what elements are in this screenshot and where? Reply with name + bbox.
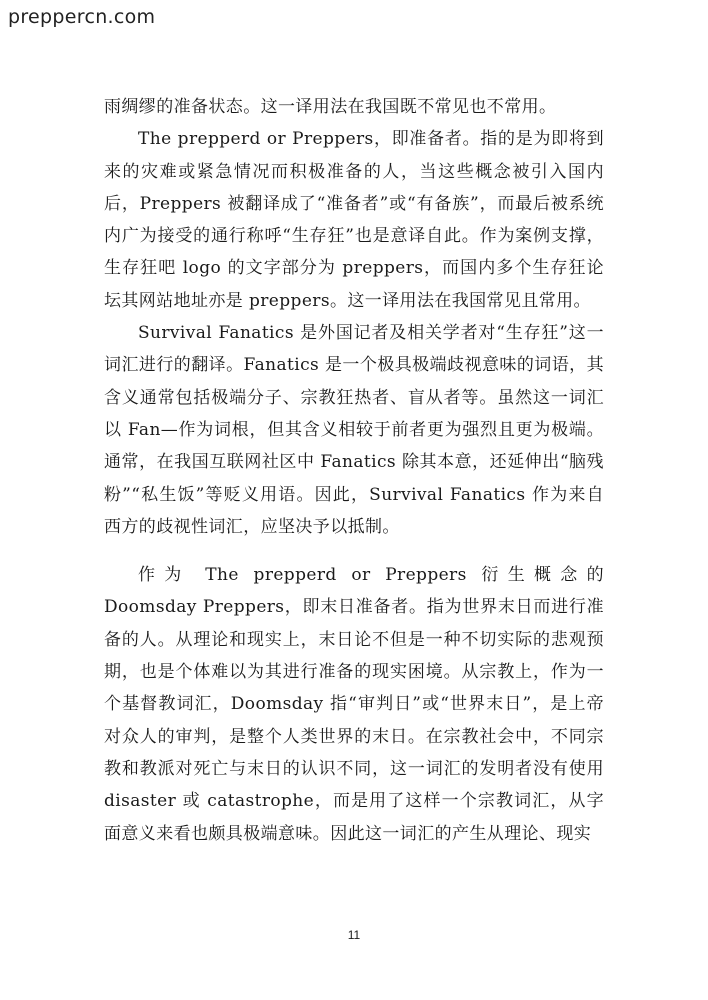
page-number: 11 bbox=[347, 928, 361, 942]
paragraph-doomsday-preppers: 作为 The prepperd or Preppers 衍生概念的 Doomsday Preppers，即末日准备者。指为世界末日而进行准备的人。从理论和现实上，末日论不但是一种不切实际的悲观预期，也是个体难以为其进行准备的现实困境。从宗教上，作为一个基督教词汇，Doomsday 指“审判日”或“世界末日”，是上帝对众人的审判，是整个人类世界的末日。在宗教社会中，不同宗教和教派对死亡与末日的认识不同，这一词汇的发明者没有使用 disaster 或 catastrophe，而是用了这样一个宗教词汇，从字面意义来看也颇具极端意味。因此这一词汇的产生从理论、现实 bbox=[104, 565, 604, 844]
document-body bbox=[104, 91, 604, 850]
paragraph-preppers: The prepperd or Preppers，即准备者。指的是为即将到来的灾难或紧急情况而积极准备的人，当这些概念被引入国内后，Preppers 被翻译成了“准备者”或“有备族”，而最后被系统内广为接受的通行称呼“生存狂”也是意译自此。作为案例支撑，生存狂吧 logo 的文字部分为 preppers，而国内多个生存狂论坛其网站地址亦是 preppers。这一译用法在我国常见且常用。 bbox=[104, 129, 604, 311]
paragraph-continuation: 雨绸缪的准备状态。这一译用法在我国既不常见也不常用。 bbox=[104, 97, 557, 117]
paragraph-survival-fanatics: Survival Fanatics 是外国记者及相关学者对“生存狂”这一词汇进行的翻译。Fanatics 是一个极具极端歧视意味的词语，其含义通常包括极端分子、宗教狂热者、盲从者等。虽然这一词汇以 Fan—作为词根，但其含义相较于前者更为强烈且更为极端。通常，在我国互联网社区中 Fanatics 除其本意，还延伸出“脑残粉”“私生饭”等贬义用语。因此，Survival Fanatics 作为来自西方的歧视性词汇，应坚决予以抵制。 bbox=[104, 323, 604, 537]
site-watermark: prepperc​n.com bbox=[8, 6, 156, 28]
